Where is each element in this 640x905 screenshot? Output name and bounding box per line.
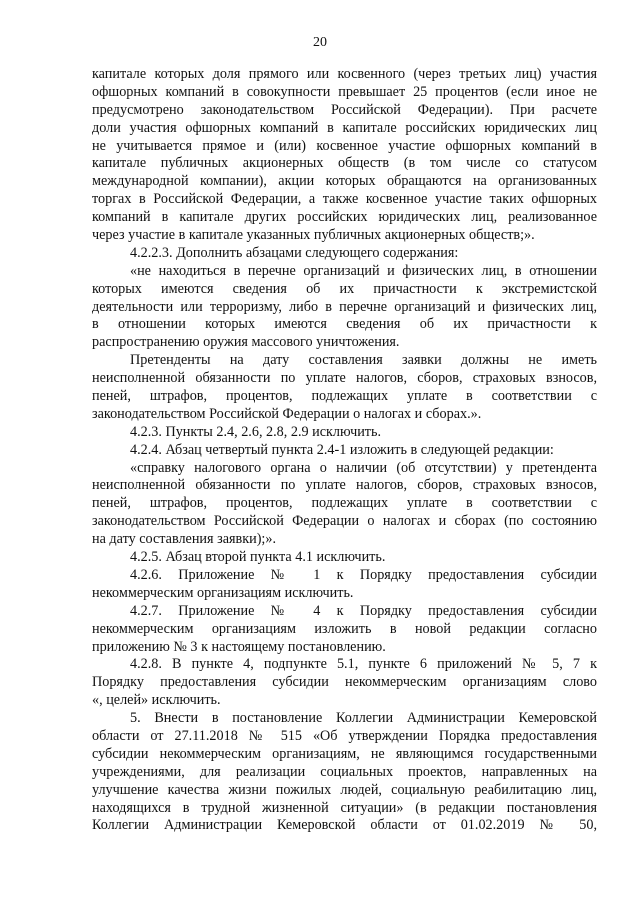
text-line: распространению оружия массового уничтожения. <box>92 334 400 351</box>
text-line: которых имеются сведения об их причастности к экстремистской <box>92 280 597 297</box>
text-line: доли участия офшорных компаний в капитале российских юридических лиц <box>92 119 597 136</box>
text-line: «, целей» исключить. <box>92 692 221 709</box>
text-line: находящихся в трудной жизненной ситуации» (в редакции постановления <box>92 799 597 816</box>
text-line: Претенденты на дату составления заявки должны не иметь <box>130 352 597 369</box>
text-line: пеней, штрафов, процентов, подлежащих уплате в соответствии с <box>92 495 597 512</box>
text-line: «справку налогового органа о наличии (об отсутствии) у претендента <box>130 459 597 476</box>
text-line: предусмотрено законодательством Российской Федерации). При расчете <box>92 101 597 118</box>
text-line: Порядку предоставления субсидии некоммерческим организациям слово <box>92 674 597 691</box>
text-line: некоммерческим организациям изложить в новой редакции согласно <box>92 620 597 637</box>
text-line: торгах в Российской Федерации, а также косвенное участие таких офшорных <box>92 191 597 208</box>
text-line: Коллегии Администрации Кемеровской области от 01.02.2019 № 50, <box>92 817 597 834</box>
text-line: не учитывается прямое и (или) косвенное участие офшорных компаний в <box>92 137 597 154</box>
text-line: приложению № 3 к настоящему постановлению. <box>92 638 386 655</box>
text-line: области от 27.11.2018 № 515 «Об утверждении Порядка предоставления <box>92 727 597 744</box>
text-line: законодательством Российской Федерации о налогах и сборах (по состоянию <box>92 513 597 530</box>
text-line: улучшение качества жизни пожилых людей, социальную реабилитацию лиц, <box>92 781 597 798</box>
text-line: через участие в капитале указанных публичных акционерных обществ;». <box>92 227 535 244</box>
text-line: офшорных компаний в совокупности превышает 25 процентов (если иное не <box>92 83 597 100</box>
text-line: 4.2.2.3. Дополнить абзацами следующего содержания: <box>130 244 459 261</box>
text-line: субсидии некоммерческим организациям, не являющимся государственными <box>92 745 597 762</box>
text-line: 4.2.5. Абзац второй пункта 4.1 исключить. <box>130 549 386 566</box>
text-line: деятельности или терроризму, либо в перечне организаций и физических лиц, <box>92 298 597 315</box>
text-line: 4.2.3. Пункты 2.4, 2.6, 2.8, 2.9 исключить. <box>130 423 382 440</box>
text-line: на дату составления заявки);». <box>92 531 277 548</box>
text-line: 4.2.7. Приложение № 4 к Порядку предоставления субсидии <box>130 602 597 619</box>
text-line: международной компании), акции которых обращаются на организованных <box>92 173 597 190</box>
page-number: 20 <box>313 35 327 50</box>
text-line: пеней, штрафов, процентов, подлежащих уплате в соответствии с <box>92 388 597 405</box>
body-text <box>92 66 597 835</box>
text-line: 4.2.6. Приложение № 1 к Порядку предоставления субсидии <box>130 566 597 583</box>
text-line: учреждениями, для реализации социальных проектов, направленных на <box>92 763 597 780</box>
text-line: 4.2.8. В пункте 4, подпункте 5.1, пункте 6 приложений № 5, 7 к <box>130 656 597 673</box>
text-line: 4.2.4. Абзац четвертый пункта 2.4-1 изложить в следующей редакции: <box>130 441 554 458</box>
text-line: некоммерческим организациям исключить. <box>92 584 354 601</box>
text-line: в отношении которых имеются сведения об их причастности к <box>92 316 597 333</box>
text-line: капитале которых доля прямого или косвенного (через третьих лиц) участия <box>92 66 597 82</box>
text-line: неисполненной обязанности по уплате налогов, сборов, страховых взносов, <box>92 370 597 387</box>
text-line: 5. Внести в постановление Коллегии Администрации Кемеровской <box>130 710 597 727</box>
text-line: неисполненной обязанности по уплате налогов, сборов, страховых взносов, <box>92 477 597 494</box>
text-line: капитале публичных акционерных обществ (в том числе со статусом <box>92 155 597 172</box>
text-line: «не находиться в перечне организаций и физических лиц, в отношении <box>130 262 597 279</box>
text-line: законодательством Российской Федерации о налогах и сборах.». <box>92 405 482 422</box>
text-line: компаний в капитале других российских юридических лиц, реализованное <box>92 209 597 226</box>
